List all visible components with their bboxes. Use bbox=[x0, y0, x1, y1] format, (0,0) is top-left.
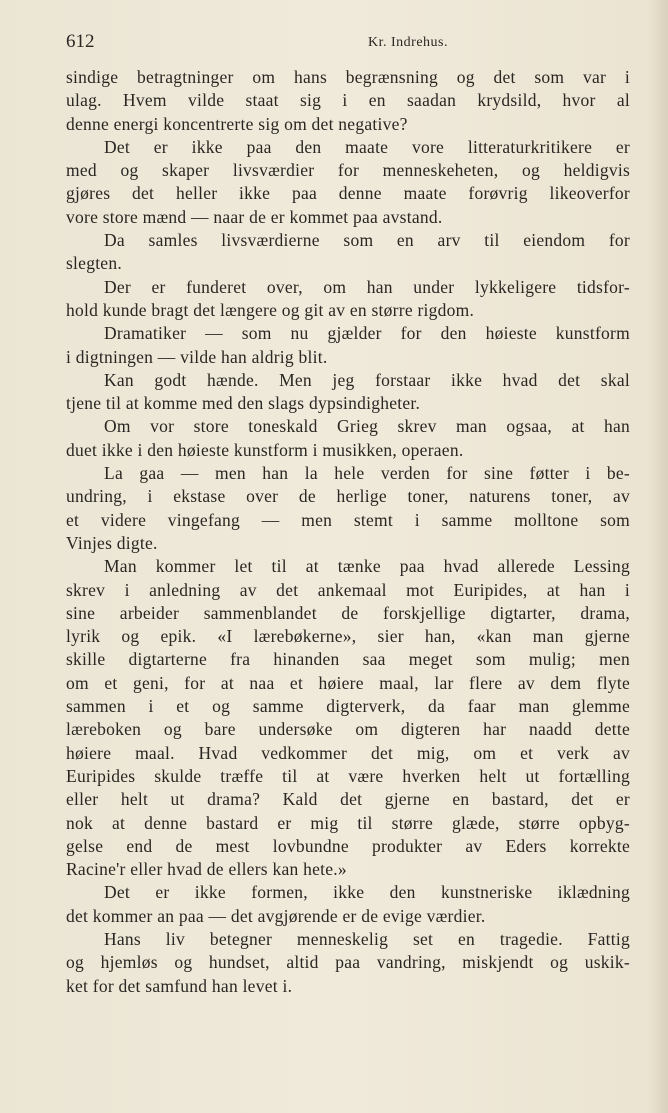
text-line: gjøres det heller ikke paa denne maate forøvrig likeoverfor bbox=[66, 183, 630, 204]
text-line: denne energi koncentrerte sig om det negative? bbox=[66, 113, 408, 134]
page-header bbox=[66, 30, 630, 54]
text-line: eller helt ut drama? Kald det gjerne en bastard, det er bbox=[66, 789, 630, 810]
text-line: La gaa — men han la hele verden for sine føtter i be- bbox=[104, 463, 630, 484]
text-line: og hjemløs og hundset, altid paa vandring, miskjendt og uskik- bbox=[66, 952, 630, 973]
body-text bbox=[66, 66, 630, 998]
text-line: skrev i anledning av det ankemaal mot Euripides, at han i bbox=[66, 579, 630, 600]
text-line: det kommer an paa — det avgjørende er de evige værdier. bbox=[66, 905, 486, 926]
text-line: undring, i ekstase over de herlige toner, naturens toner, av bbox=[66, 486, 630, 507]
text-line: Man kommer let til at tænke paa hvad allerede Lessing bbox=[104, 556, 630, 577]
text-line: med og skaper livsværdier for menneskeheten, og heldigvis bbox=[66, 160, 630, 181]
text-line: vore store mænd — naar de er kommet paa avstand. bbox=[66, 206, 443, 227]
text-line: sammen i et og samme digterverk, da faar man glemme bbox=[66, 696, 630, 717]
text-line: Hans liv betegner menneskelig set en tragedie. Fattig bbox=[104, 928, 630, 949]
text-line: Da samles livsværdierne som en arv til eiendom for bbox=[104, 230, 630, 251]
page-number: 612 bbox=[66, 31, 95, 52]
text-line: et videre vingefang — men stemt i samme molltone som bbox=[66, 509, 630, 530]
text-line: Racine'r eller hvad de ellers kan hete.» bbox=[66, 859, 347, 880]
running-head: Kr. Indrehus. bbox=[368, 35, 448, 50]
text-line: ulag. Hvem vilde staat sig i en saadan krydsild, hvor al bbox=[66, 90, 630, 111]
text-line: Det er ikke paa den maate vore litteraturkritikere er bbox=[104, 136, 630, 157]
text-line: Det er ikke formen, ikke den kunstneriske iklædning bbox=[104, 882, 630, 903]
text-line: Dramatiker — som nu gjælder for den høieste kunstform bbox=[104, 323, 630, 344]
text-line: høiere maal. Hvad vedkommer det mig, om et verk av bbox=[66, 742, 630, 763]
text-line: nok at denne bastard er mig til større glæde, større opbyg- bbox=[66, 812, 630, 833]
text-line: sine arbeider sammenblandet de forskjellige digtarter, drama, bbox=[66, 602, 630, 623]
text-line: Euripides skulde træffe til at være hverken helt ut fortælling bbox=[66, 765, 630, 786]
text-line: om et geni, for at naa et høiere maal, lar flere av dem flyte bbox=[66, 672, 630, 693]
text-line: Om vor store toneskald Grieg skrev man ogsaa, at han bbox=[104, 416, 630, 437]
text-line: i digtningen — vilde han aldrig blit. bbox=[66, 346, 328, 367]
text-line: skille digtarterne fra hinanden saa meget som mulig; men bbox=[66, 649, 630, 670]
text-line: sindige betragtninger om hans begrænsning og det som var i bbox=[66, 67, 630, 87]
text-line: tjene til at komme med den slags dypsindigheter. bbox=[66, 393, 421, 414]
text-line: ket for det samfund han levet i. bbox=[66, 975, 293, 996]
text-line: læreboken og bare undersøke om digteren har naadd dette bbox=[66, 719, 630, 740]
text-line: duet ikke i den høieste kunstform i musikken, operaen. bbox=[66, 439, 464, 460]
text-line: hold kunde bragt det længere og git av en større rigdom. bbox=[66, 299, 475, 320]
text-line: slegten. bbox=[66, 253, 122, 274]
text-line: Kan godt hænde. Men jeg forstaar ikke hvad det skal bbox=[104, 369, 630, 390]
text-line: lyrik og epik. «I lærebøkerne», sier han, «kan man gjerne bbox=[66, 626, 630, 647]
text-line: Vinjes digte. bbox=[66, 532, 158, 553]
text-line: Der er funderet over, om han under lykkeligere tidsfor- bbox=[104, 276, 630, 297]
text-line: gelse end de mest lovbundne produkter av Eders korrekte bbox=[66, 835, 630, 856]
